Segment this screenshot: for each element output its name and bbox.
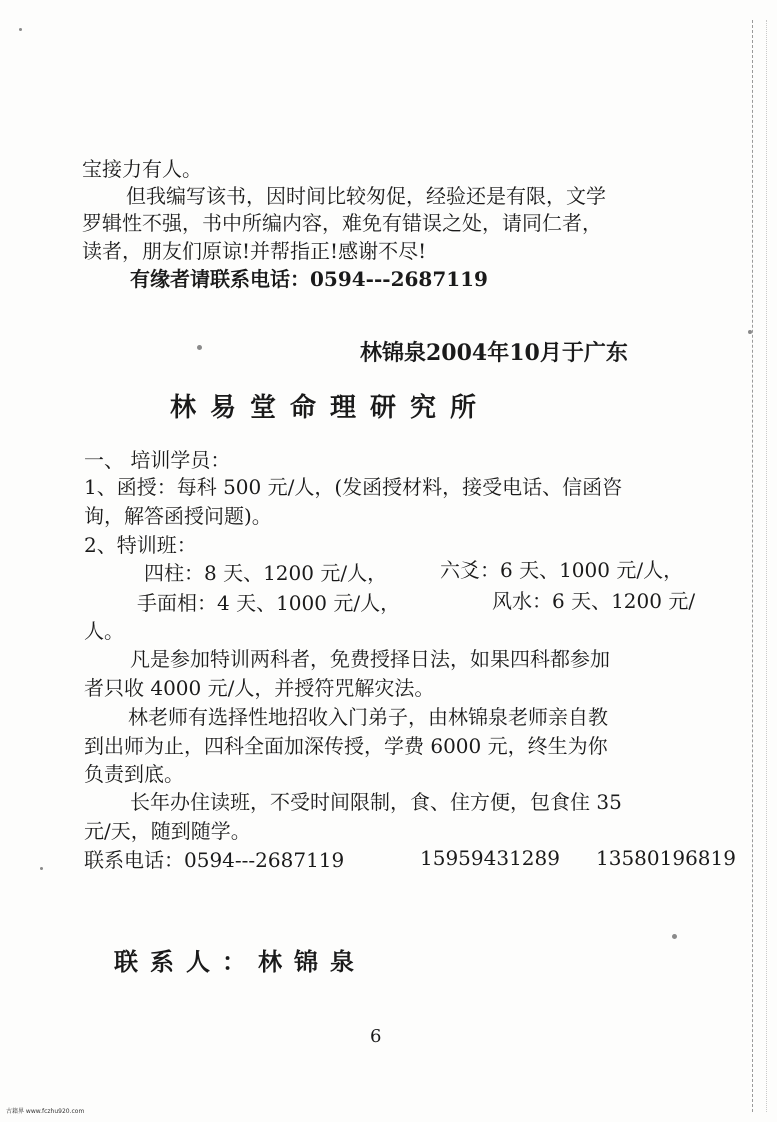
- paragraph-line: 负责到底。: [84, 762, 184, 786]
- scan-edge-line: [752, 20, 753, 1112]
- course-item: 六爻：6 天、1000 元/人，: [440, 558, 684, 582]
- course-item: 四柱：8 天、1200 元/人，: [144, 561, 388, 585]
- paragraph-line: 凡是参加特训两科者，免费授择日法，如果四科都参加: [130, 647, 610, 671]
- preface-line: 读者，朋友们原谅!并帮指正!感谢不尽!: [82, 239, 427, 263]
- scan-speck: [19, 28, 22, 31]
- contact-person: 联系人：林锦泉: [114, 947, 366, 976]
- contact-phone: 13580196819: [596, 846, 736, 870]
- paragraph-line: 者只收 4000 元/人，并授符咒解灾法。: [84, 676, 435, 700]
- course-item: 人。: [84, 619, 124, 643]
- special-class-heading: 2、特训班：: [84, 533, 197, 557]
- contact-phone: 15959431289: [420, 846, 560, 870]
- contact-phone: 联系电话：0594---2687119: [84, 848, 345, 872]
- paragraph-line: 元/天，随到随学。: [84, 819, 251, 843]
- preface-line: 宝接力有人。: [82, 157, 202, 181]
- preface-line: 但我编写该书，因时间比较匆促，经验还是有限，文学: [126, 184, 606, 208]
- correspondence-course: 询，解答函授问题)。: [84, 504, 272, 528]
- scan-speck: [197, 345, 202, 350]
- institute-title: 林易堂命理研究所: [170, 393, 491, 423]
- paragraph-line: 长年办住读班，不受时间限制，食、住方便，包食住 35: [130, 790, 622, 814]
- paragraph-line: 到出师为止，四科全面加深传授，学费 6000 元，终生为你: [84, 734, 608, 758]
- paragraph-line: 林老师有选择性地招收入门弟子，由林锦泉老师亲自教: [128, 705, 608, 729]
- scan-speck: [748, 330, 752, 334]
- course-item: 风水：6 天、1200 元/: [492, 589, 696, 613]
- author-signature: 林锦泉2004年10月于广东: [360, 340, 628, 366]
- scan-speck: [40, 867, 43, 870]
- correspondence-course: 1、函授：每科 500 元/人，(发函授材料，接受电话、信函咨: [84, 475, 623, 499]
- scan-speck: [672, 934, 677, 939]
- preface-contact-phone: 有缘者请联系电话：0594---2687119: [130, 267, 488, 291]
- section-heading: 一、 培训学员：: [84, 448, 231, 472]
- preface-line: 罗辑性不强，书中所编内容，难免有错误之处，请同仁者，: [82, 211, 602, 235]
- footer-watermark: 古籍界 www.fczhu920.com: [6, 1108, 85, 1115]
- course-item: 手面相：4 天、1000 元/人，: [137, 591, 401, 615]
- page-number: 6: [370, 1026, 382, 1047]
- scan-edge-line: [766, 20, 767, 1112]
